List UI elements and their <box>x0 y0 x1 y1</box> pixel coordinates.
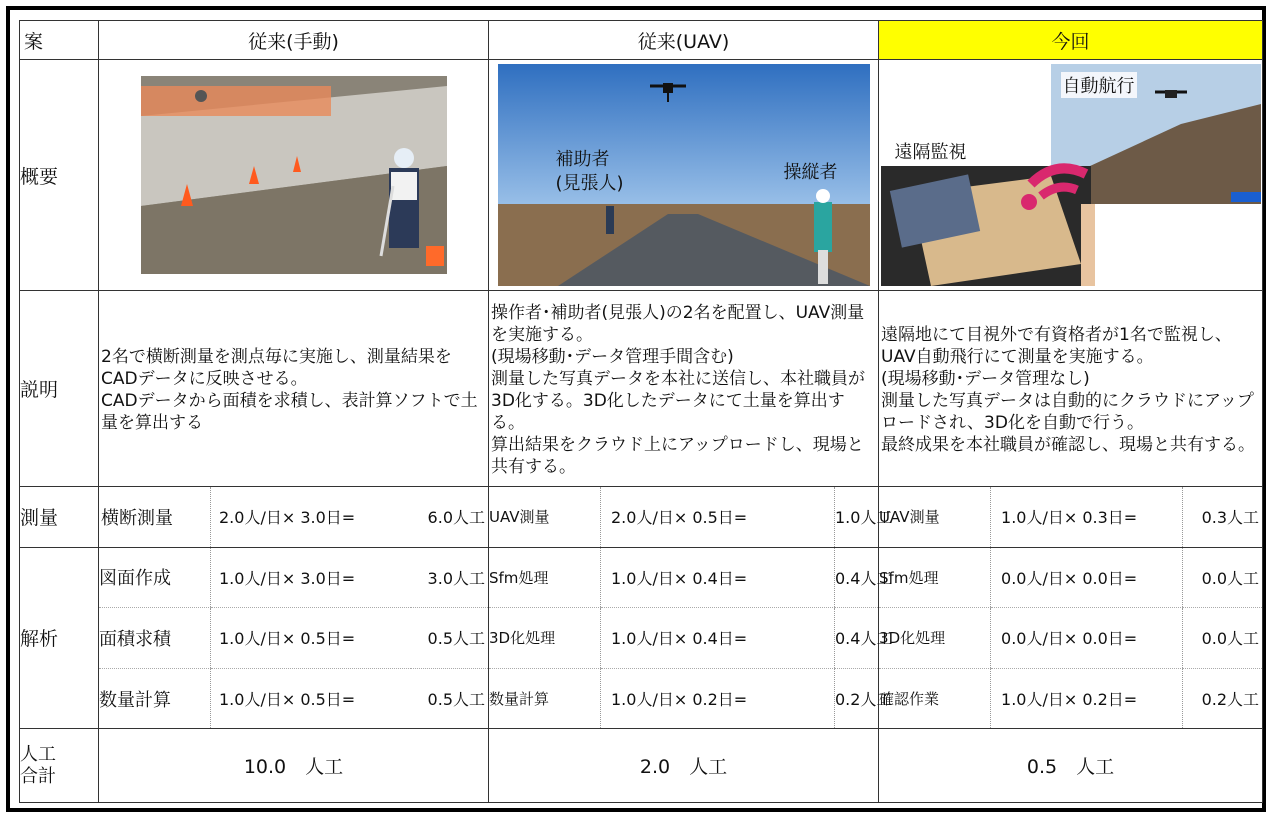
description-row <box>20 291 1263 487</box>
analysis-uav-result: 0.2人工 <box>835 668 879 729</box>
analysis-new-result: 0.0人工 <box>1183 608 1263 669</box>
overview-uav-cell <box>489 60 879 291</box>
analysis-uav-result: 0.4人工 <box>835 608 879 669</box>
total-uav: 2.0 人工 <box>489 729 879 803</box>
analysis-new-task: 確認作業 <box>879 668 991 729</box>
analysis-manual-result: 0.5人工 <box>411 608 489 669</box>
analysis-row <box>20 547 1263 608</box>
desc-new-line: (現場移動･データ管理なし) <box>881 368 1090 389</box>
total-row <box>20 729 1263 803</box>
total-new: 0.5 人工 <box>879 729 1263 803</box>
analysis-manual-result: 3.0人工 <box>411 547 489 608</box>
analysis-uav-calc: 1.0人/日× 0.4日= <box>601 547 835 608</box>
remote-monitor-caption: 遠隔監視 <box>894 142 967 164</box>
comparison-table <box>19 20 1263 803</box>
analysis-uav-result: 0.4人工 <box>835 547 879 608</box>
analysis-row <box>20 668 1263 729</box>
analysis-uav-task: 3D化処理 <box>489 608 601 669</box>
survey-new-result: 0.3人工 <box>1183 487 1263 548</box>
overview-new-cell <box>879 60 1263 291</box>
header-row-label: 案 <box>20 21 99 60</box>
total-manual: 10.0 人工 <box>99 729 489 803</box>
document-frame <box>6 6 1266 812</box>
survey-manual-result: 6.0人工 <box>411 487 489 548</box>
analysis-manual-task: 面積求積 <box>99 608 211 669</box>
analysis-manual-result: 0.5人工 <box>411 668 489 729</box>
desc-uav-line: 測量した写真データを本社に送信し、本社職員が3D化する。3D化したデータにて土量を算出する。 <box>491 368 865 433</box>
survey-manual-task: 横断測量 <box>99 487 211 548</box>
assistant-caption: 補助者 (見張人) <box>555 149 624 195</box>
desc-uav-line: (現場移動･データ管理手間含む) <box>491 346 734 367</box>
uav-survey-photo <box>498 64 870 286</box>
analysis-manual-calc: 1.0人/日× 3.0日= <box>211 547 411 608</box>
analysis-uav-task: 数量計算 <box>489 668 601 729</box>
overview-label: 概要 <box>20 60 99 291</box>
analysis-label: 解析 <box>20 547 99 729</box>
desc-manual-line: 2名で横断測量を測点毎に実施し、測量結果をCADデータに反映させる。 <box>101 346 452 389</box>
analysis-new-calc: 1.0人/日× 0.2日= <box>991 668 1183 729</box>
overview-row <box>20 60 1263 291</box>
analysis-manual-calc: 1.0人/日× 0.5日= <box>211 668 411 729</box>
header-col-new: 今回 <box>879 21 1263 60</box>
analysis-uav-task: Sfm処理 <box>489 547 601 608</box>
remote-monitoring-photo <box>881 64 1261 286</box>
analysis-new-calc: 0.0人/日× 0.0日= <box>991 608 1183 669</box>
analysis-uav-calc: 1.0人/日× 0.2日= <box>601 668 835 729</box>
survey-new-calc: 1.0人/日× 0.3日= <box>991 487 1183 548</box>
analysis-manual-task: 図面作成 <box>99 547 211 608</box>
analysis-new-calc: 0.0人/日× 0.0日= <box>991 547 1183 608</box>
survey-uav-task: UAV測量 <box>489 487 601 548</box>
survey-row <box>20 487 1263 548</box>
survey-uav-calc: 2.0人/日× 0.5日= <box>601 487 835 548</box>
description-manual <box>99 291 489 487</box>
desc-uav-line: 算出結果をクラウド上にアップロードし、現場と共有する。 <box>491 434 864 477</box>
survey-uav-result: 1.0人工 <box>835 487 879 548</box>
header-col-uav: 従来(UAV) <box>489 21 879 60</box>
desc-new-line: 測量した写真データは自動的にクラウドにアップロードされ、3D化を自動で行う。 <box>881 390 1254 433</box>
header-row <box>20 21 1263 60</box>
description-label: 説明 <box>20 291 99 487</box>
header-col-manual: 従来(手動) <box>99 21 489 60</box>
description-uav <box>489 291 879 487</box>
analysis-row <box>20 608 1263 669</box>
description-new <box>879 291 1263 487</box>
analysis-new-result: 0.0人工 <box>1183 547 1263 608</box>
analysis-new-task: Sfm処理 <box>879 547 991 608</box>
total-label: 人工 合計 <box>20 729 99 803</box>
survey-label: 測量 <box>20 487 99 548</box>
desc-manual-line: CADデータから面積を求積し、表計算ソフトで土量を算出する <box>101 390 478 433</box>
desc-uav-line: 操作者･補助者(見張人)の2名を配置し、UAV測量を実施する。 <box>491 302 865 345</box>
operator-caption: 操縦者 <box>783 162 838 184</box>
analysis-manual-calc: 1.0人/日× 0.5日= <box>211 608 411 669</box>
survey-new-task: UAV測量 <box>879 487 991 548</box>
desc-new-line: 遠隔地にて目視外で有資格者が1名で監視し、UAV自動飛行にて測量を実施する。 <box>881 324 1232 367</box>
overview-manual-cell <box>99 60 489 291</box>
analysis-manual-task: 数量計算 <box>99 668 211 729</box>
survey-manual-calc: 2.0人/日× 3.0日= <box>211 487 411 548</box>
analysis-new-task: 3D化処理 <box>879 608 991 669</box>
desc-new-line: 最終成果を本社職員が確認し、現場と共有する。 <box>881 434 1256 455</box>
analysis-new-result: 0.2人工 <box>1183 668 1263 729</box>
auto-flight-caption: 自動航行 <box>1061 72 1137 98</box>
manual-survey-photo <box>141 76 447 274</box>
analysis-uav-calc: 1.0人/日× 0.4日= <box>601 608 835 669</box>
